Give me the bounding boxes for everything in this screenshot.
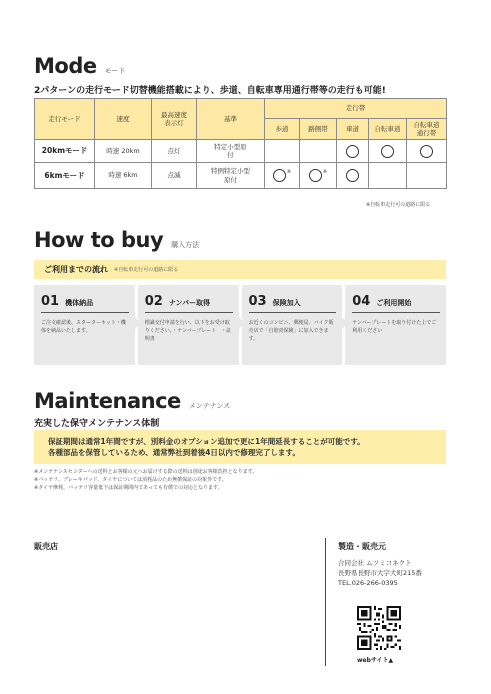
zone-header: 路側帯 <box>300 119 337 140</box>
row-speed: 時速 6km <box>95 163 152 189</box>
company-tel: TEL.026-266-0395 <box>338 579 398 588</box>
highlight-line: 保証期間は通常1年間ですが、別料金のオプション追加で更に1年間延長することが可能です。 <box>48 437 365 446</box>
mode-table <box>34 98 447 189</box>
howtobuy-title-kana: 購入方法 <box>171 241 200 249</box>
circle-mark-icon <box>346 145 359 158</box>
qr-code-icon[interactable] <box>357 606 401 650</box>
step-2 <box>138 285 239 365</box>
mode-title: Mode <box>34 54 97 78</box>
circle-mark-icon <box>273 169 286 182</box>
mode-title-kana: モード <box>104 67 126 75</box>
zone-cell <box>337 140 369 163</box>
header-display: 最高速度表示灯 <box>152 99 197 140</box>
row-mode: 6kmモード <box>35 163 95 189</box>
zone-cell <box>407 163 447 189</box>
mode-section-title <box>34 54 125 78</box>
circle-mark-icon <box>346 169 359 182</box>
step-name: 機体納品 <box>65 299 94 307</box>
step-1 <box>34 285 135 365</box>
step-3 <box>242 285 343 365</box>
row-standard: 特例特定小型原付 <box>197 163 265 189</box>
maintenance-notes <box>34 468 446 492</box>
note-line: ※メンテナンスセンターへの送料とお客様の元へお届けする際の送料は別途お客様負担となります。 <box>34 469 258 475</box>
row-standard: 特定小型原付 <box>197 140 265 163</box>
howtobuy-section-title <box>34 228 199 252</box>
zone-cell <box>369 140 407 163</box>
step-4 <box>345 285 446 365</box>
step-number: 04 <box>352 294 371 309</box>
flow-bar <box>34 260 446 279</box>
header-speed: 速度 <box>95 99 152 140</box>
row-mode: 20kmモード <box>35 140 95 163</box>
zone-cell <box>265 140 300 163</box>
shop-label: 販売店 <box>34 542 58 551</box>
step-number: 03 <box>248 294 267 309</box>
maker-label: 製造・販売元 <box>338 542 386 551</box>
note-line: ※バッテリ、ブレーキパッド、タイヤについては消耗品のため無償保証の対象外です。 <box>34 477 227 483</box>
header-mode: 走行モード <box>35 99 95 140</box>
company-name: 合同会社 ムツミコネクト <box>338 559 412 567</box>
table-row <box>35 140 447 163</box>
flow-note: ※自転車走行可の道路に限る <box>114 267 179 273</box>
flow-title: ご利用までの流れ <box>44 265 108 274</box>
step-name: ご利用開始 <box>376 299 412 307</box>
web-site-link[interactable]: webサイト▲ <box>357 657 394 664</box>
circle-mark-icon <box>381 145 394 158</box>
step-number: 02 <box>144 294 163 309</box>
steps <box>34 285 446 365</box>
row-display: 点灯 <box>152 140 197 163</box>
step-name: ナンバー取得 <box>168 299 211 307</box>
maintenance-title-kana: メンテナンス <box>188 402 231 410</box>
step-desc: ナンバープレートを取り付けた上でご利用ください <box>352 320 437 334</box>
highlight-line: 各種部品を保管しているため、通常弊社到着後4日以内で修理完了します。 <box>48 448 300 458</box>
maker-info <box>338 541 422 588</box>
row-speed: 時速 20km <box>95 140 152 163</box>
zone-header: 車道 <box>337 119 369 140</box>
zone-cell <box>369 163 407 189</box>
zone-cell <box>337 163 369 189</box>
zone-cell <box>407 140 447 163</box>
circle-mark-icon <box>420 145 433 158</box>
step-desc: ご注文確認後、スターターキット・機体を納品いたします。 <box>41 320 126 334</box>
howtobuy-title: How to buy <box>34 228 164 252</box>
step-desc: 標識交付申請を行い、以下をお受け取りください。・ナンバープレート ・証明書 <box>144 320 232 342</box>
zone-cell <box>300 140 337 163</box>
divider <box>325 538 326 666</box>
mode-footnote: ※自転車走行可の道路に限る <box>366 202 431 208</box>
zone-header: 歩道 <box>265 119 300 140</box>
maintenance-subtitle: 充実した保守メンテナンス体制 <box>34 419 160 429</box>
table-row <box>35 163 447 189</box>
maintenance-section-title <box>34 389 230 413</box>
row-display: 点滅 <box>152 163 197 189</box>
maintenance-title: Maintenance <box>34 389 181 413</box>
step-desc: お近くのコンビニ、郵便局、バイク販売店で「自賠責保険」に加入できます。 <box>248 320 334 342</box>
zone-cell: ※ <box>265 163 300 189</box>
zone-cell: ※ <box>300 163 337 189</box>
company-address: 長野県長野市大字大町215番 <box>338 569 422 578</box>
zone-header: 自転車道通行帯 <box>407 119 447 140</box>
note-line: ※タイヤ摩耗、バッテリ容量低下は保証期間内であっても有償での対応となります。 <box>34 485 223 491</box>
mode-lead: 2パターンの走行モード切替機能搭載により、歩道、自転車専用通行帯等の走行も可能! <box>34 86 386 96</box>
maintenance-highlight <box>34 430 446 464</box>
header-standard: 基準 <box>197 99 265 140</box>
step-name: 保険加入 <box>272 299 301 307</box>
zone-header: 自転車道 <box>369 119 407 140</box>
header-zone: 走行帯 <box>265 99 447 119</box>
circle-mark-icon <box>309 169 322 182</box>
step-number: 01 <box>41 294 60 309</box>
